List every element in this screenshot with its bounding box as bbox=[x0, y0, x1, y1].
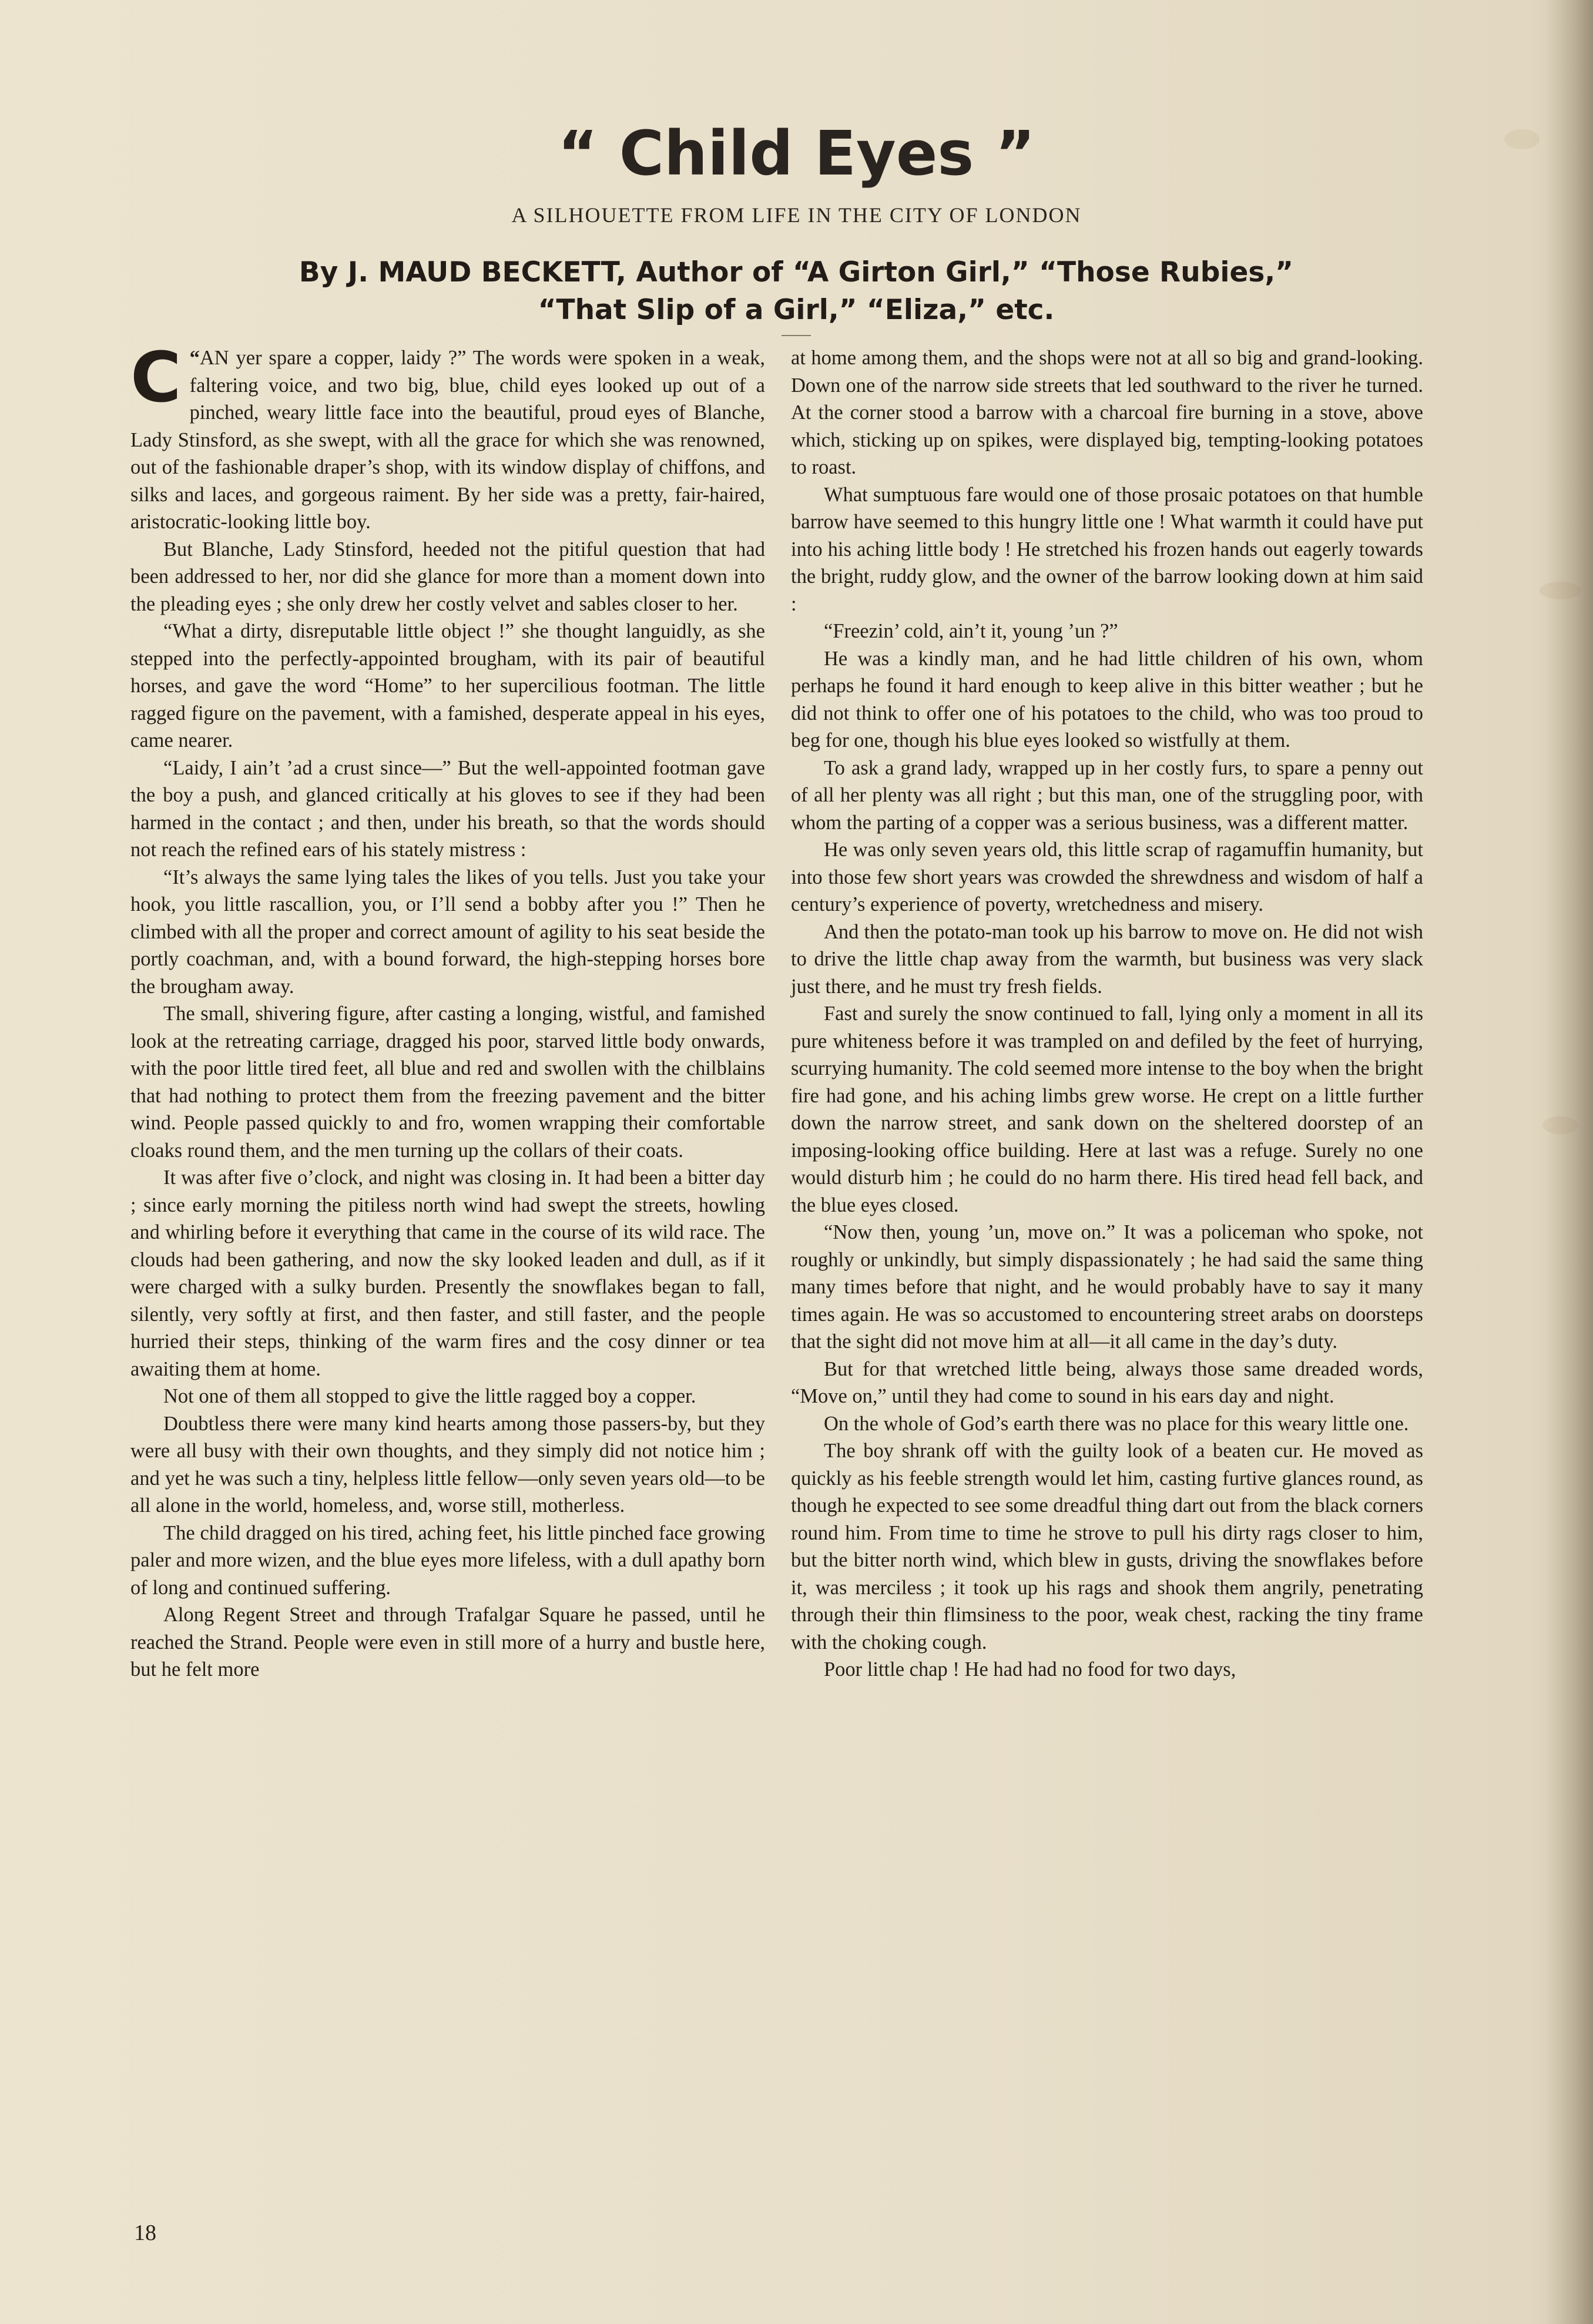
paragraph: But for that wretched little being, always those same dreaded words, “Move on,” until they had come to sound in his ears day and night. bbox=[791, 1357, 1423, 1407]
paragraph: To ask a grand lady, wrapped up in her costly furs, to spare a penny out of all her plenty was all right ; but this man, one of the struggling poor, with whom the parting of a copper was a serious business, was a different matter. bbox=[791, 756, 1423, 834]
paragraph: “It’s always the same lying tales the likes of you tells. Just you take your hook, you little rascallion, you, or I’ll send a bobby after you !” Then he climbed with all the proper and correct amount of agility to his seat beside the portly coachman, and, with a bound forward, the high-stepping horses bore the brougham away. bbox=[130, 866, 765, 998]
paragraph: On the whole of God’s earth there was no place for this weary little one. bbox=[824, 1412, 1409, 1435]
paragraph: Along Regent Street and through Trafalgar Square he passed, until he reached the Strand. People were even in still more of a hurry and bustle here, but he felt more bbox=[130, 1604, 765, 1681]
paragraph: Poor little chap ! He had had no food for two days, bbox=[824, 1658, 1236, 1681]
paragraph: But Blanche, Lady Stinsford, heeded not the pitiful question that had been addressed to her, nor did she glance for more than a moment down into the pleading eyes ; she only drew her costly velvet and sables closer to her. bbox=[130, 538, 765, 615]
paragraph: Fast and surely the snow continued to fall, lying only a moment in all its pure whiteness before it was trampled on and defiled by the feet of hurrying, scurrying humanity. The cold seemed more intense to the boy when the bright fire had gone, and his aching limbs grew worse. He crept on a little further down the narrow street, and sank down on the sheltered doorstep of an imposing-looking office building. Here at last was a refuge. Surely no one would disturb him ; he could do no harm there. His tired head fell back, and the blue eyes closed. bbox=[791, 1002, 1423, 1216]
title-rule bbox=[782, 335, 811, 336]
opening-quote-mark: “ bbox=[189, 347, 200, 369]
paper-stain bbox=[1540, 582, 1581, 599]
paragraph: Doubtless there were many kind hearts among those passers-by, but they were all busy with their own thoughts, and they simply did not notice him ; and yet he was such a tiny, helpless little fellow—only seven years old—to be all alone in the world, homeless, and, worse still, motherless. bbox=[130, 1412, 765, 1517]
right-text-column bbox=[791, 344, 1423, 1684]
paragraph: “Freezin’ cold, ain’t it, young ’un ?” bbox=[824, 620, 1118, 642]
opening-paragraph bbox=[130, 337, 765, 536]
paragraph: at home among them, and the shops were not at all so big and grand-looking. Down one of the narrow side streets that led southward to the river he turned. At the corner stood a barrow with a charcoal fire burning in a stove, above which, sticking up on spikes, were displayed big, tempting-looking potatoes to roast. bbox=[791, 347, 1423, 478]
paragraph: “Now then, young ’un, move on.” It was a policeman who spoke, not roughly or unkindly, but simply dispassionately ; he had said the same thing many times before that night, and he would probably have to say it many times again. He was so accustomed to encountering street arabs on doorsteps that the sight did not move him at all—it all came in the day’s duty. bbox=[791, 1221, 1423, 1353]
page-binding-shadow bbox=[1546, 0, 1593, 2324]
paragraph: He was only seven years old, this little scrap of ragamuffin humanity, but into those few short years was crowded the shrewdness and wisdom of half a century’s experience of poverty, wretchedness and misery. bbox=[791, 839, 1423, 915]
paragraph: Not one of them all stopped to give the little ragged boy a copper. bbox=[163, 1385, 696, 1407]
paragraph: He was a kindly man, and he had little children of his own, whom perhaps he found it hard enough to keep alive in this bitter weather ; but he did not think to offer one of his potatoes to the child, who was too proud to beg for one, though his blue eyes looked so wistfully at them. bbox=[791, 647, 1423, 752]
paragraph: The child dragged on his tired, aching feet, his little pinched face growing paler and more wizen, and the blue eyes more lifeless, with a dull apathy born of long and continued suffering. bbox=[130, 1521, 765, 1599]
paragraph: “What a dirty, disreputable little object !” she thought languidly, as she stepped into the perfectly-appointed brougham, with its pair of beautiful horses, and gave the word “Home” to her supercilious footman. The little ragged figure on the pavement, with a famished, desperate appeal in his eyes, came nearer. bbox=[130, 620, 765, 752]
paragraph: And then the potato-man took up his barrow to move on. He did not wish to drive the little chap away from the warmth, but business was very slack just there, and he must try fresh fields. bbox=[791, 920, 1423, 998]
article-title: “ Child Eyes ” bbox=[558, 118, 1035, 189]
paragraph: The small, shivering figure, after casting a longing, wistful, and famished look at the retreating carriage, dragged his poor, starved little body onwards, with the poor little tired feet, all blue and red and swollen with the chilblains that had nothing to protect them from the freezing pavement and the bitter wind. People passed quickly to and fro, women wrapping their comfortable cloaks round them, and the men turning up the collars of their coats. bbox=[130, 1002, 765, 1162]
page-number: 18 bbox=[134, 2221, 156, 2245]
left-text-column bbox=[130, 337, 765, 1684]
article-byline bbox=[106, 254, 1487, 329]
paragraph-text: AN yer spare a copper, laidy ?” The words were spoken in a weak, faltering voice, and two big, blue, child eyes looked up out of a pinched, weary little face into the beautiful, proud eyes of Blanche, Lady Stinsford, as she swept, with all the grace for which she was renowned, out of the fashionable draper’s shop, with its window display of chiffons, and silks and laces, and gorgeous raiment. By her side was a pretty, fair-haired, aristocratic-looking little boy. bbox=[130, 347, 765, 533]
paragraph: The boy shrank off with the guilty look of a beaten cur. He moved as quickly as his feeble strength would let him, casting furtive glances round, as though he expected to see some dreadful thing dart out from the black corners round him. From time to time he strove to pull his dirty rags closer to him, but the bitter north wind, which blew in gusts, driving the snowflakes before it, was merciless ; it took up his rags and shook them angrily, penetrating through their thin flimsiness to the poor, weak chest, racking the tiny frame with the choking cough. bbox=[791, 1440, 1423, 1654]
article-subtitle: A SILHOUETTE FROM LIFE IN THE CITY OF LONDON bbox=[511, 203, 1082, 227]
paper-stain bbox=[1542, 1116, 1578, 1134]
paragraph: What sumptuous fare would one of those prosaic potatoes on that humble barrow have seemed to this hungry little one ! What warmth it could have put into his aching little body ! He stretched his frozen hands out eagerly towards the bright, ruddy glow, and the owner of the barrow looking down at him said : bbox=[791, 483, 1423, 615]
byline-line-1: By J. MAUD BECKETT, Author of “A Girton Girl,” “Those Rubies,” bbox=[299, 256, 1294, 289]
paragraph: It was after five o’clock, and night was closing in. It had been a bitter day ; since early morning the pitiless north wind had swept the streets, howling and whirling before it everything that came in the course of its wild race. The clouds had been gathering, and now the sky looked leaden and dull, as if it were charged with a sulky burden. Presently the snowflakes began to fall, silently, very softly at first, and then faster, and still faster, and the people hurried their steps, thinking of the warm fires and the cosy dinner or tea awaiting them at home. bbox=[130, 1166, 765, 1380]
paragraph: “Laidy, I ain’t ’ad a crust since—” But the well-appointed footman gave the boy a push, and glanced critically at his gloves to see if they had been harmed in the contact ; and then, under his breath, so that the words should not reach the refined ears of his stately mistress : bbox=[130, 756, 765, 861]
byline-line-2: “That Slip of a Girl,” “Eliza,” etc. bbox=[538, 294, 1055, 326]
drop-cap: C bbox=[130, 337, 182, 418]
